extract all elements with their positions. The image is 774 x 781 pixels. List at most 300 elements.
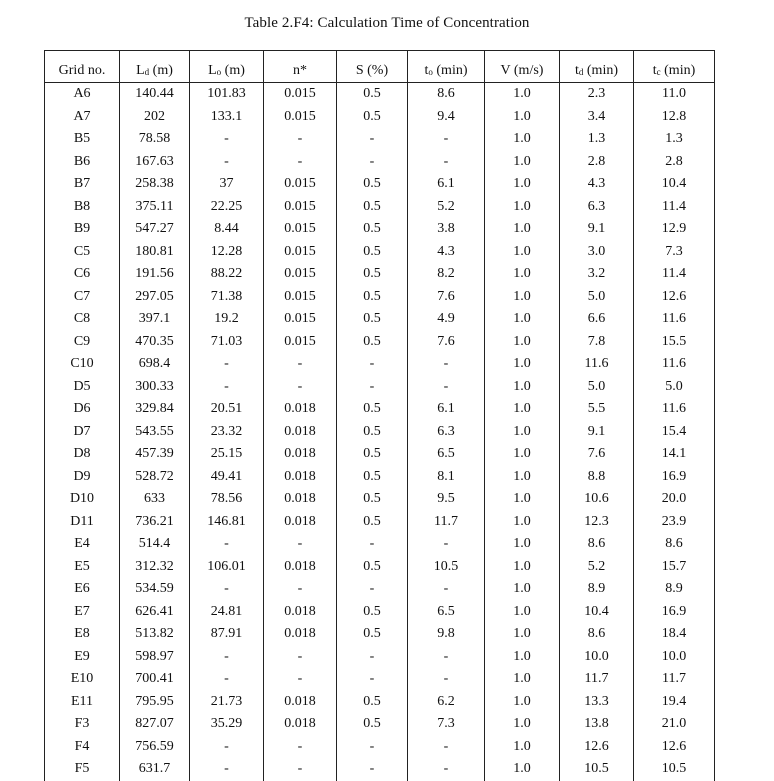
- header-row: [45, 51, 715, 83]
- table-cell: C6: [45, 263, 120, 286]
- table-cell: 15.5: [634, 331, 715, 354]
- table-cell: B8: [45, 196, 120, 219]
- table-cell: -: [408, 758, 485, 781]
- table-cell: -: [408, 668, 485, 691]
- table-row: [45, 443, 715, 466]
- table-cell: 11.7: [634, 668, 715, 691]
- column-header: [45, 51, 120, 83]
- table-row: [45, 736, 715, 759]
- table-cell: 543.55: [120, 421, 190, 444]
- table-cell: 87.91: [190, 623, 264, 646]
- table-cell: 10.0: [560, 646, 634, 669]
- table-cell: 0.015: [264, 308, 337, 331]
- table-cell: 3.4: [560, 106, 634, 129]
- table-cell: -: [408, 533, 485, 556]
- table-cell: 0.015: [264, 263, 337, 286]
- table-cell: 78.56: [190, 488, 264, 511]
- table-cell: 9.5: [408, 488, 485, 511]
- table-cell: E6: [45, 578, 120, 601]
- table-cell: 4.3: [408, 241, 485, 264]
- table-cell: 18.4: [634, 623, 715, 646]
- table-row: [45, 106, 715, 129]
- table-row: [45, 218, 715, 241]
- table-cell: 598.97: [120, 646, 190, 669]
- column-header: [408, 51, 485, 83]
- table-cell: 0.018: [264, 466, 337, 489]
- table-cell: 8.44: [190, 218, 264, 241]
- table-cell: 1.0: [485, 691, 560, 714]
- table-cell: C10: [45, 353, 120, 376]
- table-cell: 547.27: [120, 218, 190, 241]
- table-cell: 1.0: [485, 758, 560, 781]
- table-cell: 1.0: [485, 331, 560, 354]
- table-cell: E11: [45, 691, 120, 714]
- table-cell: 0.018: [264, 421, 337, 444]
- table-cell: 0.018: [264, 443, 337, 466]
- table-cell: -: [337, 353, 408, 376]
- table-cell: 35.29: [190, 713, 264, 736]
- table-cell: 0.018: [264, 601, 337, 624]
- table-cell: 7.3: [634, 241, 715, 264]
- table-row: [45, 466, 715, 489]
- table-cell: 1.0: [485, 443, 560, 466]
- table-cell: 180.81: [120, 241, 190, 264]
- table-cell: 8.6: [560, 533, 634, 556]
- table-cell: 7.8: [560, 331, 634, 354]
- table-cell: -: [190, 353, 264, 376]
- table-cell: 23.9: [634, 511, 715, 534]
- table-cell: -: [408, 646, 485, 669]
- table-cell: 1.0: [485, 713, 560, 736]
- table-cell: E7: [45, 601, 120, 624]
- table-cell: -: [408, 578, 485, 601]
- table-cell: 0.018: [264, 691, 337, 714]
- table-cell: -: [264, 353, 337, 376]
- table-cell: -: [337, 646, 408, 669]
- table-cell: 6.6: [560, 308, 634, 331]
- table-cell: 5.2: [560, 556, 634, 579]
- table-cell: -: [190, 128, 264, 151]
- table-cell: 10.6: [560, 488, 634, 511]
- table-cell: 16.9: [634, 601, 715, 624]
- column-header: [337, 51, 408, 83]
- table-cell: 13.3: [560, 691, 634, 714]
- table-cell: 0.015: [264, 218, 337, 241]
- table-cell: 88.22: [190, 263, 264, 286]
- table-cell: 25.15: [190, 443, 264, 466]
- table-cell: 2.8: [560, 151, 634, 174]
- table-cell: 795.95: [120, 691, 190, 714]
- table-cell: 202: [120, 106, 190, 129]
- table-cell: E9: [45, 646, 120, 669]
- table-cell: E8: [45, 623, 120, 646]
- table-cell: 21.0: [634, 713, 715, 736]
- table-cell: 10.0: [634, 646, 715, 669]
- table-row: [45, 713, 715, 736]
- table-cell: 0.5: [337, 691, 408, 714]
- table-cell: -: [190, 578, 264, 601]
- table-cell: 0.5: [337, 623, 408, 646]
- table-cell: 11.7: [560, 668, 634, 691]
- table-cell: 1.0: [485, 106, 560, 129]
- table-cell: 15.7: [634, 556, 715, 579]
- table-cell: D10: [45, 488, 120, 511]
- table-cell: 1.0: [485, 646, 560, 669]
- table-body: [45, 83, 715, 781]
- table-row: [45, 151, 715, 174]
- table-cell: D6: [45, 398, 120, 421]
- table-cell: C5: [45, 241, 120, 264]
- table-cell: 3.0: [560, 241, 634, 264]
- table-cell: 0.5: [337, 83, 408, 106]
- table-cell: 11.6: [634, 308, 715, 331]
- table-cell: 11.0: [634, 83, 715, 106]
- table-cell: 12.6: [634, 286, 715, 309]
- table-header: [45, 51, 715, 83]
- column-header: [190, 51, 264, 83]
- column-header-main: S (%): [355, 63, 389, 78]
- table-cell: 140.44: [120, 83, 190, 106]
- table-cell: 1.0: [485, 511, 560, 534]
- table-row: [45, 331, 715, 354]
- table-row: [45, 533, 715, 556]
- table-cell: 8.1: [408, 466, 485, 489]
- table-cell: D9: [45, 466, 120, 489]
- table-cell: F5: [45, 758, 120, 781]
- table-cell: 5.5: [560, 398, 634, 421]
- table-cell: 6.1: [408, 173, 485, 196]
- table-cell: 2.3: [560, 83, 634, 106]
- table-cell: 0.5: [337, 331, 408, 354]
- column-header-subscript: d: [578, 67, 584, 77]
- table-cell: -: [337, 533, 408, 556]
- table-cell: 7.6: [408, 286, 485, 309]
- table-cell: 8.6: [634, 533, 715, 556]
- table-cell: 4.3: [560, 173, 634, 196]
- table-cell: 0.5: [337, 511, 408, 534]
- table-cell: 3.2: [560, 263, 634, 286]
- table-cell: -: [264, 151, 337, 174]
- table-cell: -: [337, 376, 408, 399]
- table-cell: -: [264, 128, 337, 151]
- table-cell: 528.72: [120, 466, 190, 489]
- table-cell: 1.0: [485, 218, 560, 241]
- table-cell: 15.4: [634, 421, 715, 444]
- table-cell: 827.07: [120, 713, 190, 736]
- table-cell: A7: [45, 106, 120, 129]
- table-caption: Table 2.F4: Calculation Time of Concentration: [244, 15, 530, 31]
- table-cell: 12.3: [560, 511, 634, 534]
- column-header-main: V (m/s): [500, 63, 544, 78]
- table-cell: 7.6: [560, 443, 634, 466]
- table-cell: 756.59: [120, 736, 190, 759]
- table-cell: D7: [45, 421, 120, 444]
- table-cell: 297.05: [120, 286, 190, 309]
- table-cell: 9.1: [560, 421, 634, 444]
- table-cell: D11: [45, 511, 120, 534]
- table-cell: 0.5: [337, 488, 408, 511]
- table-cell: B9: [45, 218, 120, 241]
- table-cell: 12.6: [560, 736, 634, 759]
- table-cell: 8.8: [560, 466, 634, 489]
- table-cell: 7.3: [408, 713, 485, 736]
- table-cell: 1.0: [485, 556, 560, 579]
- table-cell: 1.0: [485, 308, 560, 331]
- column-header-main: L: [136, 63, 145, 78]
- table-cell: 1.3: [634, 128, 715, 151]
- table-cell: 11.4: [634, 196, 715, 219]
- table-cell: B5: [45, 128, 120, 151]
- table-cell: 71.03: [190, 331, 264, 354]
- table-cell: 534.59: [120, 578, 190, 601]
- column-header-main: t: [652, 63, 657, 78]
- table-cell: F4: [45, 736, 120, 759]
- table-row: [45, 286, 715, 309]
- table-cell: -: [337, 578, 408, 601]
- column-header-main: t: [424, 63, 429, 78]
- table-cell: -: [264, 758, 337, 781]
- table-cell: -: [190, 668, 264, 691]
- table-cell: 626.41: [120, 601, 190, 624]
- table-cell: -: [190, 736, 264, 759]
- table-cell: 101.83: [190, 83, 264, 106]
- table-cell: 0.015: [264, 106, 337, 129]
- table-cell: 5.0: [560, 376, 634, 399]
- table-cell: 11.4: [634, 263, 715, 286]
- table-cell: 0.018: [264, 511, 337, 534]
- table-cell: 1.0: [485, 466, 560, 489]
- table-cell: 6.3: [408, 421, 485, 444]
- table-cell: -: [190, 646, 264, 669]
- column-header: [120, 51, 190, 83]
- table-cell: 258.38: [120, 173, 190, 196]
- table-cell: -: [408, 736, 485, 759]
- table-cell: -: [190, 376, 264, 399]
- table-cell: 8.9: [634, 578, 715, 601]
- table-cell: 19.4: [634, 691, 715, 714]
- table-cell: 16.9: [634, 466, 715, 489]
- table-cell: 1.0: [485, 601, 560, 624]
- table-cell: -: [264, 376, 337, 399]
- table-cell: 37: [190, 173, 264, 196]
- table-cell: 397.1: [120, 308, 190, 331]
- table-cell: 1.0: [485, 533, 560, 556]
- table-row: [45, 578, 715, 601]
- table-cell: 457.39: [120, 443, 190, 466]
- table-cell: 78.58: [120, 128, 190, 151]
- table-cell: 1.0: [485, 128, 560, 151]
- table-row: [45, 668, 715, 691]
- table-row: [45, 646, 715, 669]
- table-cell: -: [190, 758, 264, 781]
- table-cell: 8.2: [408, 263, 485, 286]
- table-cell: 10.4: [560, 601, 634, 624]
- table-cell: 0.018: [264, 488, 337, 511]
- table-cell: 22.25: [190, 196, 264, 219]
- table-cell: 0.5: [337, 241, 408, 264]
- table-cell: 106.01: [190, 556, 264, 579]
- table-row: [45, 353, 715, 376]
- table-cell: E5: [45, 556, 120, 579]
- table-row: [45, 556, 715, 579]
- table-cell: C7: [45, 286, 120, 309]
- table-cell: 4.9: [408, 308, 485, 331]
- table-cell: 0.018: [264, 398, 337, 421]
- table-cell: 71.38: [190, 286, 264, 309]
- table-cell: F3: [45, 713, 120, 736]
- table-row: [45, 196, 715, 219]
- table-cell: 9.4: [408, 106, 485, 129]
- table-cell: 10.5: [408, 556, 485, 579]
- table-cell: 0.5: [337, 106, 408, 129]
- table-cell: 1.0: [485, 421, 560, 444]
- table-cell: 1.0: [485, 353, 560, 376]
- table-cell: 0.015: [264, 286, 337, 309]
- column-header-unit: (min): [660, 63, 696, 78]
- table-cell: 0.5: [337, 263, 408, 286]
- table-cell: 633: [120, 488, 190, 511]
- column-header: [634, 51, 715, 83]
- table-cell: B7: [45, 173, 120, 196]
- table-cell: 0.5: [337, 308, 408, 331]
- table-cell: 631.7: [120, 758, 190, 781]
- table-row: [45, 398, 715, 421]
- table-row: [45, 83, 715, 106]
- table-cell: 0.5: [337, 398, 408, 421]
- table-cell: 698.4: [120, 353, 190, 376]
- table-row: [45, 488, 715, 511]
- column-header-unit: (m): [149, 63, 173, 78]
- table-cell: A6: [45, 83, 120, 106]
- table-cell: -: [190, 533, 264, 556]
- table-cell: 300.33: [120, 376, 190, 399]
- table-cell: 5.0: [634, 376, 715, 399]
- table-cell: -: [408, 353, 485, 376]
- table-cell: 20.51: [190, 398, 264, 421]
- table-cell: 0.5: [337, 443, 408, 466]
- table-cell: 1.0: [485, 398, 560, 421]
- table-cell: 0.5: [337, 601, 408, 624]
- table-cell: 1.0: [485, 376, 560, 399]
- table-cell: 1.0: [485, 241, 560, 264]
- table-cell: 9.8: [408, 623, 485, 646]
- table-cell: 1.0: [485, 173, 560, 196]
- table-cell: 0.5: [337, 218, 408, 241]
- table-row: [45, 241, 715, 264]
- table-row: [45, 421, 715, 444]
- table-cell: 12.6: [634, 736, 715, 759]
- column-header: [485, 51, 560, 83]
- column-header: [264, 51, 337, 83]
- table-cell: 49.41: [190, 466, 264, 489]
- table-cell: 0.015: [264, 331, 337, 354]
- table-cell: 1.0: [485, 623, 560, 646]
- table-cell: 10.5: [634, 758, 715, 781]
- table-cell: 12.28: [190, 241, 264, 264]
- table-cell: 3.8: [408, 218, 485, 241]
- table-cell: C9: [45, 331, 120, 354]
- table-cell: 513.82: [120, 623, 190, 646]
- table-cell: 191.56: [120, 263, 190, 286]
- table-cell: -: [408, 151, 485, 174]
- table-row: [45, 511, 715, 534]
- table-cell: -: [264, 668, 337, 691]
- table-cell: 1.0: [485, 151, 560, 174]
- table-cell: 10.4: [634, 173, 715, 196]
- table-cell: 0.5: [337, 286, 408, 309]
- table-cell: 5.0: [560, 286, 634, 309]
- table-cell: 0.015: [264, 173, 337, 196]
- table-cell: -: [264, 533, 337, 556]
- table-cell: 10.5: [560, 758, 634, 781]
- table-row: [45, 601, 715, 624]
- table-cell: 11.6: [634, 353, 715, 376]
- table-cell: 0.015: [264, 196, 337, 219]
- table-cell: 514.4: [120, 533, 190, 556]
- table-row: [45, 623, 715, 646]
- table-cell: 11.6: [560, 353, 634, 376]
- table-cell: 7.6: [408, 331, 485, 354]
- table-cell: 12.9: [634, 218, 715, 241]
- column-header-main: Grid no.: [58, 63, 106, 78]
- table-cell: 736.21: [120, 511, 190, 534]
- table-cell: 6.5: [408, 443, 485, 466]
- table-cell: -: [337, 668, 408, 691]
- column-header-main: L: [208, 63, 217, 78]
- column-header-main: n*: [293, 63, 307, 78]
- table-cell: -: [264, 646, 337, 669]
- table-cell: 312.32: [120, 556, 190, 579]
- column-header-subscript: o: [216, 67, 222, 77]
- table-cell: 0.018: [264, 713, 337, 736]
- table-cell: 1.0: [485, 736, 560, 759]
- table-cell: C8: [45, 308, 120, 331]
- table-cell: 0.5: [337, 173, 408, 196]
- table-cell: 19.2: [190, 308, 264, 331]
- table-cell: 6.2: [408, 691, 485, 714]
- table-cell: 470.35: [120, 331, 190, 354]
- table-cell: 20.0: [634, 488, 715, 511]
- table-cell: 8.6: [408, 83, 485, 106]
- table-cell: 6.1: [408, 398, 485, 421]
- table-cell: -: [337, 758, 408, 781]
- table-cell: 1.0: [485, 488, 560, 511]
- table-cell: -: [337, 736, 408, 759]
- table-cell: -: [408, 128, 485, 151]
- table-cell: 167.63: [120, 151, 190, 174]
- table-cell: 0.5: [337, 421, 408, 444]
- table-cell: E4: [45, 533, 120, 556]
- table-cell: 11.6: [634, 398, 715, 421]
- table-cell: -: [190, 151, 264, 174]
- table-cell: 24.81: [190, 601, 264, 624]
- table-cell: 12.8: [634, 106, 715, 129]
- table-cell: D5: [45, 376, 120, 399]
- table-cell: D8: [45, 443, 120, 466]
- table-cell: 13.8: [560, 713, 634, 736]
- table-cell: -: [264, 736, 337, 759]
- table-cell: 8.9: [560, 578, 634, 601]
- table-cell: E10: [45, 668, 120, 691]
- table-cell: 1.0: [485, 578, 560, 601]
- column-header-subscript: c: [656, 67, 661, 77]
- column-header-main: t: [575, 63, 579, 78]
- table-cell: 2.8: [634, 151, 715, 174]
- table-cell: 9.1: [560, 218, 634, 241]
- table-cell: 0.5: [337, 466, 408, 489]
- table-cell: 1.0: [485, 286, 560, 309]
- table-cell: B6: [45, 151, 120, 174]
